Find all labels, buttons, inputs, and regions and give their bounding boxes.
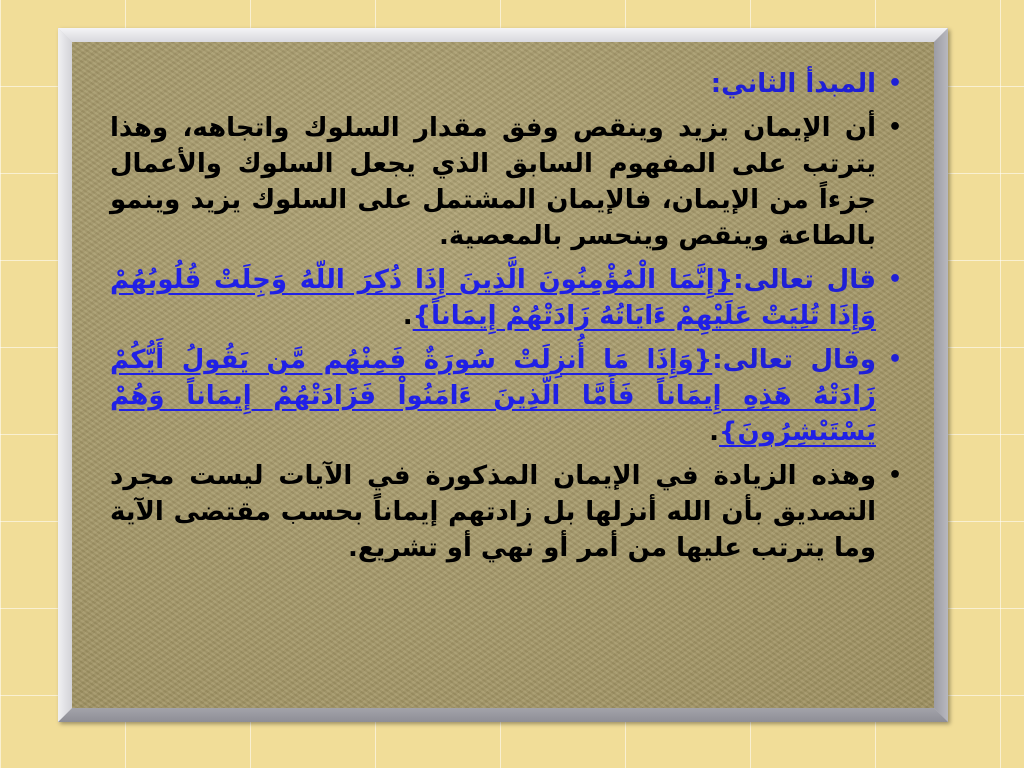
verse-end-1: . bbox=[402, 301, 413, 331]
verse-intro-1: قال تعالى: bbox=[733, 265, 876, 295]
paragraph-text-2: وهذه الزيادة في الإيمان المذكورة في الآيات ليست مجرد التصديق بأن الله أنزلها بل زادتهم إيماناً بحسب مقتضى الآية وما يترتب عليها من أمر أو نهي أو تشريع. bbox=[110, 461, 876, 563]
verse-end-2: . bbox=[709, 417, 720, 447]
verse-item-1 bbox=[110, 262, 902, 334]
heading-item bbox=[110, 66, 902, 102]
verse-link-1[interactable]: {إِنَّمَا الْمُؤْمِنُونَ الَّذِينَ إِذَا ذُكِرَ اللّهُ وَجِلَتْ قُلُوبُهُمْ وَإِذَا تُلِيَتْ عَلَيْهِمْ ءَايَاتُهُ زَادَتْهُمْ إِيمَاناً} bbox=[110, 265, 876, 331]
verse-item-2 bbox=[110, 342, 902, 450]
slide-content bbox=[110, 66, 902, 574]
slide-panel bbox=[72, 42, 934, 708]
frame-bevel-bottom bbox=[58, 708, 948, 722]
slide-frame bbox=[58, 28, 948, 722]
bullet-icon: • bbox=[887, 115, 902, 140]
bullet-icon: • bbox=[887, 347, 902, 372]
verse-link-2[interactable]: {وَإِذَا مَا أُنزِلَتْ سُورَةٌ فَمِنْهُم مَّن يَقُولُ أَيُّكُمْ زَادَتْهُ هَذِهِ إِيمَاناً فَأَمَّا الَّذِينَ ءَامَنُواْ فَزَادَتْهُمْ إِيمَاناً وَهُمْ يَسْتَبْشِرُونَ} bbox=[110, 345, 876, 447]
bullet-icon: • bbox=[887, 267, 902, 292]
paragraph-item-1 bbox=[110, 110, 902, 254]
bullet-icon: • bbox=[887, 71, 902, 96]
paragraph-text-1: أن الإيمان يزيد وينقص وفق مقدار السلوك واتجاهه، وهذا يترتب على المفهوم السابق الذي يجعل السلوك والأعمال جزءاً من الإيمان، فالإيمان المشتمل على السلوك يزيد وينمو بالطاعة وينقص وينحسر بالمعصية. bbox=[110, 113, 876, 251]
bullet-icon: • bbox=[887, 463, 902, 488]
frame-bevel-right bbox=[934, 28, 948, 722]
slide-heading: المبدأ الثاني: bbox=[710, 69, 876, 99]
verse-intro-2: وقال تعالى: bbox=[712, 345, 876, 375]
paragraph-item-2 bbox=[110, 458, 902, 566]
